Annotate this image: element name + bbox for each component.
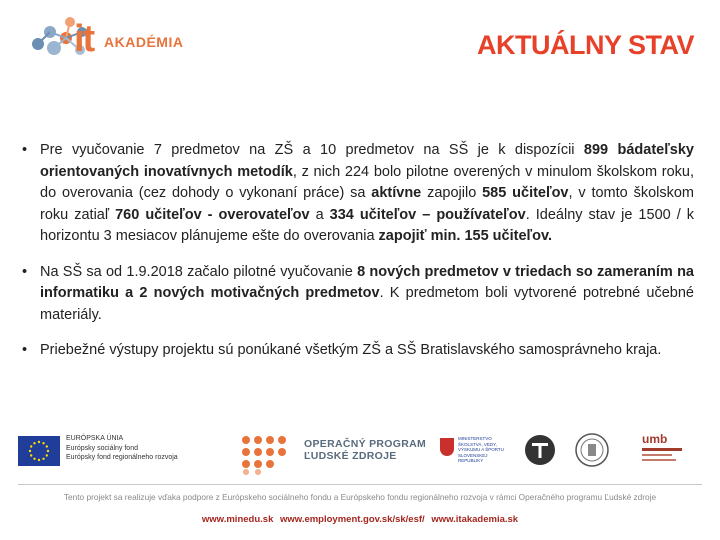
op-dots-icon [240, 434, 296, 476]
bullet-bold-text: 585 učiteľov [482, 185, 569, 201]
bullet-text: . Ideálny stav je 1500 / k horizontu 3 mesiacov plánujeme ešte do overovania [40, 206, 695, 244]
itakademia-logo [28, 14, 228, 64]
ministry-logo [440, 436, 510, 466]
bullet-bold-text: aktívne [371, 185, 422, 201]
bullet-item-1 [22, 140, 694, 248]
bullet-text: , v tomto školskom roku zatiaľ [40, 185, 694, 223]
bullet-text: Priebežné výstupy projektu sú ponúkané všetkým ZŠ a SŠ Bratislavského samosprávneho kraja. [40, 342, 662, 358]
eu-line-1: EURÓPSKA ÚNIA [66, 435, 124, 442]
eu-star [42, 458, 44, 460]
ministry-text [458, 436, 510, 464]
page-title: AKTUÁLNY STAV [476, 30, 694, 60]
ministry-line-1: MINISTERSTVO [458, 436, 492, 441]
ministry-line-3: VÝSKUMU A ŠPORTU [458, 447, 504, 452]
footer-divider [18, 484, 702, 485]
eu-star [46, 454, 48, 456]
partner-logos [0, 424, 720, 484]
footer-links [0, 514, 720, 525]
bullet-bold-text: 899 bádateľsky orientovaných inovatívnych metodík [40, 142, 694, 180]
bullet-text: . K predmetom boli vytvorené potrebné učebné materiály. [40, 285, 694, 323]
eu-star [46, 445, 48, 447]
umb-logo [634, 432, 690, 472]
funding-note: Tento projekt sa realizuje vďaka podpore z Európskeho sociálneho fondu a Európskeho fondu regionálneho rozvoja v rámci Operačného programu Ľudské zdroje [63, 492, 657, 502]
bullet-text: , z nich 224 bolo pilotne overených v minulom školskom roku, do overovania (cez dohody o vykonaní práce) sa [40, 163, 694, 201]
eu-star [33, 458, 35, 460]
link-minedu[interactable]: www.minedu.sk [201, 514, 274, 525]
eu-line-3: Európsky fond regionálneho rozvoja [66, 454, 178, 461]
ministry-line-2: ŠKOLSTVA, VEDY, [458, 441, 497, 447]
stu-logo-icon [524, 434, 556, 466]
eu-star [33, 442, 35, 444]
bullet-text: Na SŠ sa od 1.9.2018 začalo pilotné vyučovanie [40, 263, 358, 280]
bullet-text: Pre vyučovanie 7 predmetov na ZŠ a 10 predmetov na SŠ je k dispozícii [40, 142, 584, 158]
ministry-line-4: SLOVENSKEJ REPUBLIKY [458, 452, 488, 463]
slovak-crest-icon [440, 438, 454, 456]
bullet-bold-text: 760 učiteľov - overovateľov [115, 206, 310, 223]
eu-star [38, 441, 40, 443]
eu-star [47, 450, 49, 452]
bullet-text: a [309, 206, 330, 223]
bullet-list [22, 140, 694, 376]
eu-line-2: Európsky sociálny fond [66, 444, 138, 452]
eu-flag-icon [18, 436, 60, 466]
logo-brand-text: AKADÉMIA [104, 34, 184, 50]
link-employment[interactable]: www.employment.gov.sk/sk/esf/ [280, 514, 425, 525]
eu-star [38, 459, 40, 461]
op-text [304, 438, 426, 462]
eu-text [66, 434, 178, 463]
bullet-item-2 [22, 262, 694, 327]
umb-text: umb [642, 432, 668, 446]
bullet-bold-text: 334 učiteľov – používateľov [329, 206, 526, 223]
umb-emblem-icon [642, 448, 682, 470]
bullet-text: zapojilo [421, 185, 483, 201]
link-itakademia[interactable]: www.itakademia.sk [431, 514, 519, 525]
op-line-1: OPERAČNÝ PROGRAM [304, 438, 427, 450]
eu-star [29, 450, 31, 452]
bullet-bold-text: 8 nových predmetov v triedach so zameraním na informatiku a 2 nových motivačných predmetov [40, 263, 694, 301]
logo-it-text: it [74, 18, 94, 60]
eu-star [30, 454, 32, 456]
eu-star [30, 445, 32, 447]
bullet-item-3 [22, 340, 694, 362]
uk-seal-icon [574, 432, 610, 468]
eu-star [42, 442, 44, 444]
op-line-2: ĽUDSKÉ ZDROJE [304, 450, 397, 462]
bullet-bold-text: zapojiť min. 155 učiteľov. [378, 228, 552, 244]
